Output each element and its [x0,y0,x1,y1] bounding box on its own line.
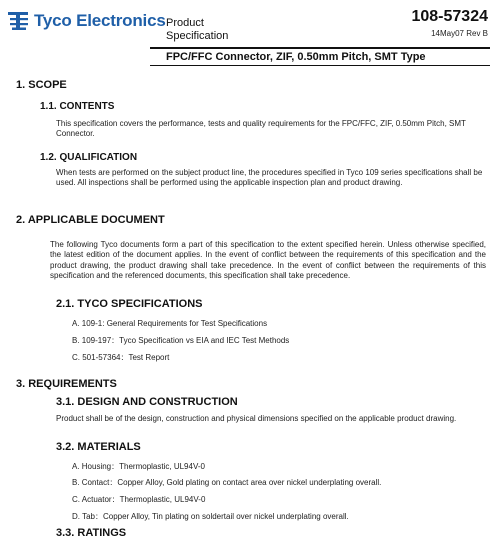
document-type-line1: Product [166,17,204,29]
document-type-line2: Specification [166,30,229,42]
subsection-heading-tyco-specifications: 2.1. TYCO SPECIFICATIONS [56,298,203,310]
header-divider-bottom [150,65,490,66]
list-item: B. Contact：Copper Alloy, Gold plating on contact area over nickel underplating overall. [72,478,382,487]
contents-paragraph: This specification covers the performance, tests and quality requirements for the FPC/FFC, ZIF, 0.50mm Pitch, SMT Connector. [56,119,466,139]
qualification-paragraph: When tests are performed on the subject product line, the procedures specified in Tyco 109 series specifications shall be used. All inspections shall be performed using the applicable inspection plan and product drawing. [56,168,483,188]
subsection-heading-qualification: 1.2. QUALIFICATION [40,152,138,163]
list-item: C. Actuator：Thermoplastic, UL94V-0 [72,495,206,504]
document-number: 108-57324 [411,8,488,25]
section-heading-scope: 1. SCOPE [16,79,67,91]
subsection-heading-materials: 3.2. MATERIALS [56,441,141,453]
company-logo [8,11,166,31]
tyco-logo-icon [8,11,30,31]
document-title: FPC/FFC Connector, ZIF, 0.50mm Pitch, SMT Type [166,51,426,63]
document-type [166,17,228,43]
applicable-document-paragraph: The following Tyco documents form a part of this specification to the extent specified herein. Unless otherwise specified, the latest edition of the document applies. In the event of conflict between the requirements of this specification and the product drawing, the product drawing shall take precedence. In the event of conflict between the requirements of this specification and the referenced documents, this specification shall take precedence. [50,240,486,281]
document-date-revision: 14May07 Rev B [431,29,488,38]
section-heading-requirements: 3. REQUIREMENTS [16,378,117,390]
section-heading-applicable-document: 2. APPLICABLE DOCUMENT [16,214,165,226]
list-item: C. 501-57364：Test Report [72,353,170,362]
list-item: B. 109-197：Tyco Specification vs EIA and IEC Test Methods [72,336,290,345]
company-name: Tyco Electronics [34,11,166,30]
document-header [0,0,500,70]
list-item: D. Tab：Copper Alloy, Tin plating on soldertail over nickel underplating overall. [72,512,349,521]
design-construction-paragraph: Product shall be of the design, construction and physical dimensions specified on the applicable product drawing. [56,414,457,423]
subsection-heading-contents: 1.1. CONTENTS [40,101,115,112]
header-divider-top [150,47,490,49]
list-item: A. 109-1: General Requirements for Test Specifications [72,319,268,328]
list-item: A. Housing：Thermoplastic, UL94V-0 [72,462,205,471]
subsection-heading-design-construction: 3.1. DESIGN AND CONSTRUCTION [56,396,238,408]
subsection-heading-ratings: 3.3. RATINGS [56,527,127,539]
